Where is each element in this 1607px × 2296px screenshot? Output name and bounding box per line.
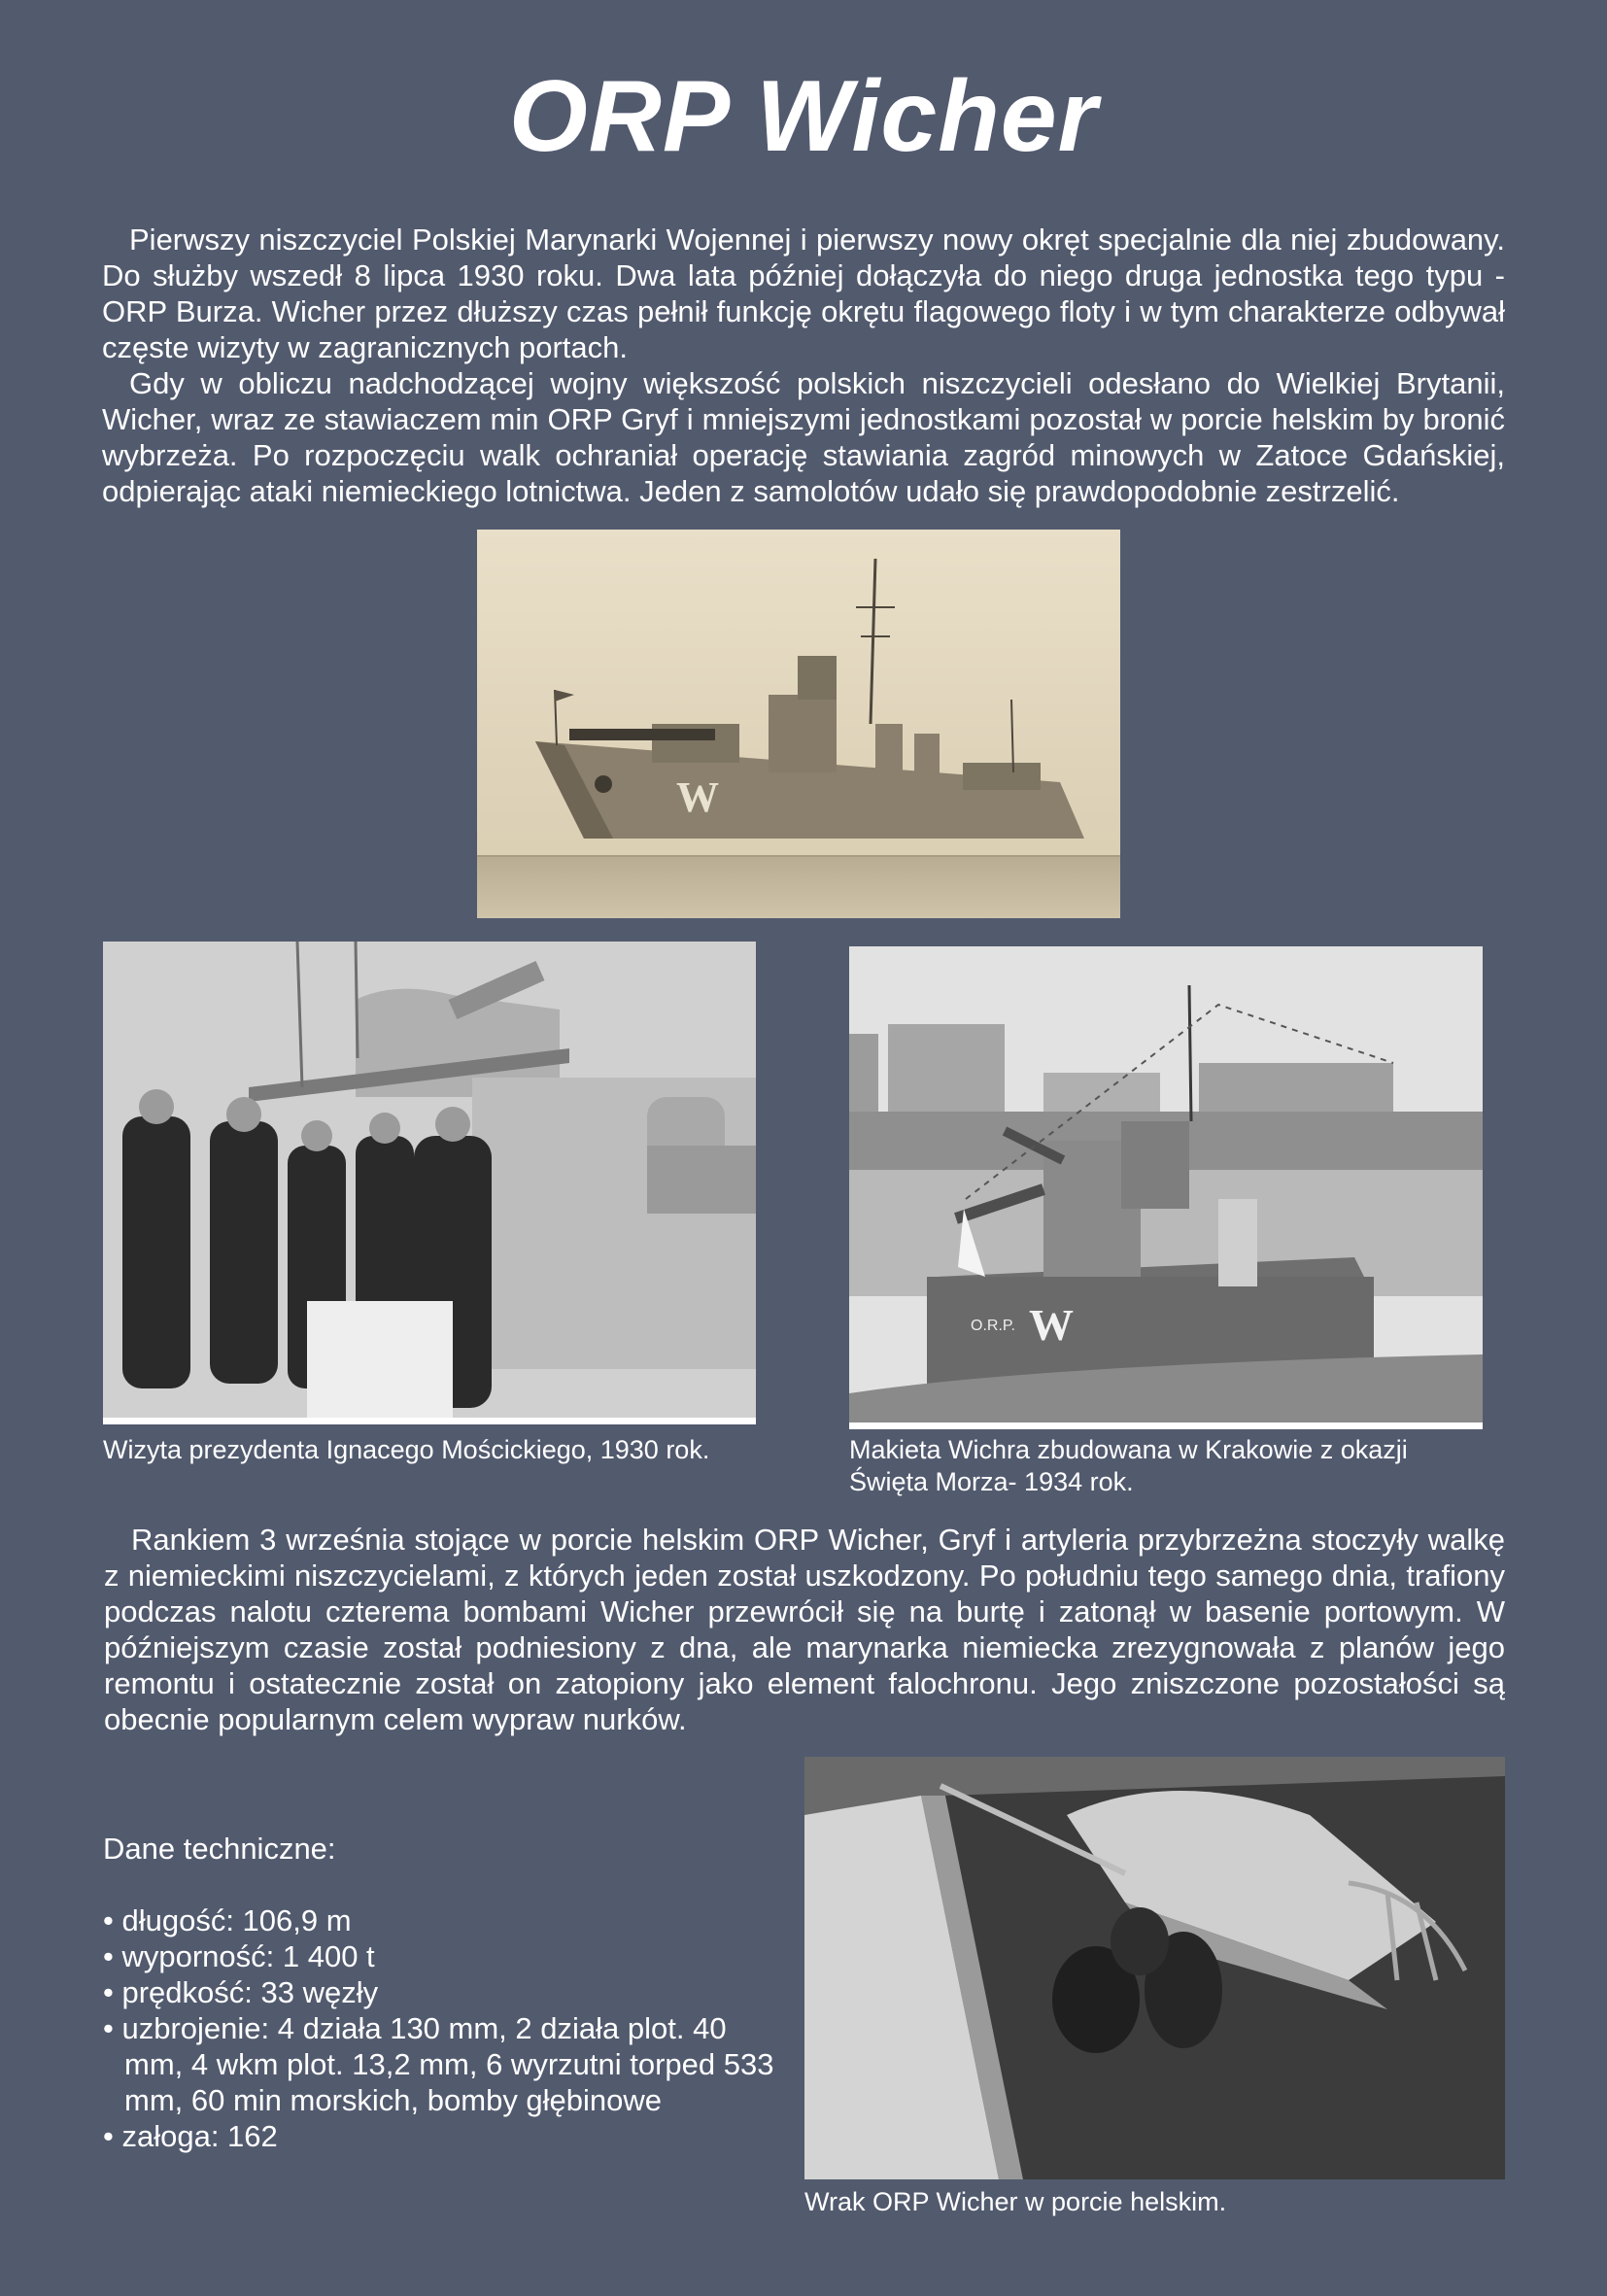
photo-wreck [804, 1757, 1505, 2179]
photo-ship-model [849, 946, 1483, 1429]
intro-text [102, 222, 1505, 509]
caption-president-visit: Wizyta prezydenta Ignacego Mościckiego, 1930 rok. [103, 1435, 710, 1464]
photo-destroyer-at-sea [477, 530, 1120, 918]
spec-item: • uzbrojenie: 4 działa 130 mm, 2 działa plot. 40 mm, 4 wkm plot. 13,2 mm, 6 wyrzutni torped 533 mm, 60 min morskich, bomby głębinowe [103, 2010, 783, 2118]
model-letter: W [1029, 1300, 1074, 1350]
spec-item: • prędkość: 33 węzły [103, 1974, 783, 2010]
technical-data-title: Dane techniczne: [103, 1832, 336, 1866]
spec-item: • załoga: 162 [103, 2118, 783, 2154]
technical-data [103, 1831, 783, 2154]
intro-paragraph-2: Gdy w obliczu nadchodzącej wojny większość polskich niszczycieli odesłano do Wielkiej Brytanii, Wicher, wraz ze stawiaczem min ORP Gryf i mniejszymi jednostkami pozostał w porcie helskim by bronić wybrzeża. Po rozpoczęciu walk ochraniał operację stawiania zagród minowych w Zatoce Gdańskiej, odpierając ataki niemieckiego lotnictwa. Jeden z samolotów udało się prawdopodobnie zestrzelić. [102, 366, 1505, 508]
caption-wreck: Wrak ORP Wicher w porcie helskim. [804, 2187, 1227, 2216]
battle-text [104, 1522, 1505, 1737]
technical-data-list [103, 1902, 783, 2154]
caption-ship-model: Makieta Wichra zbudowana w Krakowie z okazji Święta Morza- 1934 rok. [849, 1435, 1408, 1496]
page-title: ORP Wicher [508, 60, 1099, 173]
model-name: O.R.P. [971, 1318, 1015, 1334]
spec-item: • wyporność: 1 400 t [103, 1938, 783, 1974]
hull-letter: W [676, 773, 719, 821]
battle-paragraph: Rankiem 3 września stojące w porcie helskim ORP Wicher, Gryf i artyleria przybrzeżna stoczyły walkę z niemieckimi niszczycielami, z których jeden został uszkodzony. Po południu tego samego dnia, trafiony podczas nalotu czterema bombami Wicher przewrócił się na burtę i zatonął w basenie portowym. W późniejszym czasie został podniesiony z dna, ale marynarka niemiecka zrezygnowała z planów jego remontu i ostatecznie został on zatopiony jako element falochronu. Jego zniszczone pozostałości są obecnie popularnym celem wypraw nurków. [104, 1523, 1505, 1736]
photo-president-visit [103, 942, 756, 1424]
spec-item: • długość: 106,9 m [103, 1902, 783, 1938]
intro-paragraph-1: Pierwszy niszczyciel Polskiej Marynarki Wojennej i pierwszy nowy okręt specjalnie dla niej zbudowany. Do służby wszedł 8 lipca 1930 roku. Dwa lata później dołączyła do niego druga jednostka tego typu - ORP Burza. Wicher przez dłuższy czas pełnił funkcję okrętu flagowego floty i w tym charakterze odbywał częste wizyty w zagranicznych portach. [102, 223, 1505, 364]
